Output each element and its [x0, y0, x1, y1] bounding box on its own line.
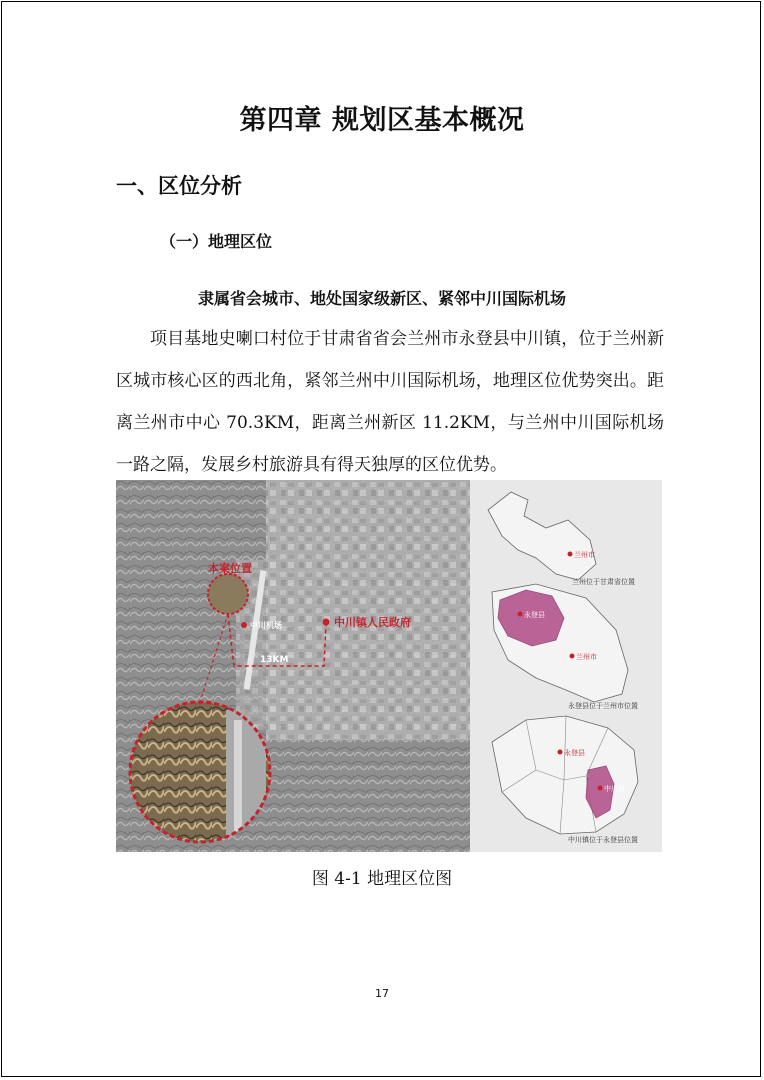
- map3-marker1-label: 永登县: [564, 749, 585, 757]
- project-site-label: 本案位置: [208, 562, 252, 575]
- gov-marker: [323, 619, 330, 626]
- location-map-svg: [116, 480, 662, 852]
- page-number: 17: [375, 987, 389, 1000]
- distance-label: 13KM: [260, 655, 289, 665]
- airport-label: 中川机场: [250, 621, 282, 630]
- lanzhou-marker-dot: [568, 552, 573, 557]
- satellite-urban-area: [266, 480, 470, 740]
- map2-marker-label: 永登县: [524, 611, 545, 619]
- section-title: 一、区位分析: [116, 174, 242, 198]
- project-site-circle: [208, 574, 248, 614]
- body-paragraph: 项目基地史喇口村位于甘肃省省会兰州市永登县中川镇，位于兰州新区城市核心区的西北角，紧邻兰州中川国际机场，地理区位优势突出。距离兰州市中心 70.3KM，距离兰州新区 11.2KM，与兰州中川国际机场一路之隔，发展乡村旅游具有得天独厚的区位优势。: [116, 329, 664, 475]
- figure-caption: 图 4-1 地理区位图: [311, 869, 453, 889]
- map2-caption: 永登县位于兰州市位置: [568, 702, 638, 710]
- topic-heading: 隶属省会城市、地处国家级新区、紧邻中川国际机场: [197, 289, 566, 308]
- chapter-title: 第四章 规划区基本概况: [239, 105, 525, 136]
- map3-caption: 中川镇位于永登县位置: [568, 836, 638, 844]
- airport-marker: [241, 622, 247, 628]
- map2-city-label: 兰州市: [576, 653, 597, 661]
- map1-marker-label: 兰州市: [574, 551, 595, 559]
- map3-marker2-label: 中川镇: [604, 785, 625, 793]
- subsection-title: （一）地理区位: [160, 232, 273, 251]
- location-map-figure: [116, 480, 662, 852]
- map1-caption: 兰州位于甘肃省位置: [572, 578, 635, 586]
- gov-label: 中川镇人民政府: [334, 616, 411, 629]
